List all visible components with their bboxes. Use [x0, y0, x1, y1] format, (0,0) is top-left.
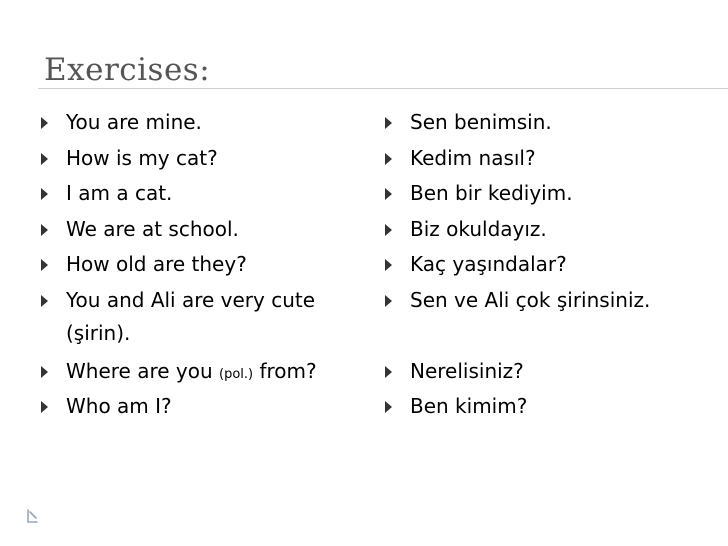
title-divider: [38, 88, 728, 89]
list-item: [380, 213, 720, 249]
list-item: [36, 142, 366, 178]
bullet-arrow-icon: [385, 224, 392, 236]
list-item: [380, 390, 720, 426]
item-text: Nerelisiniz?: [410, 358, 524, 383]
turkish-column: [380, 106, 720, 426]
bullet-arrow-icon: [41, 153, 48, 165]
bullet-arrow-icon: [41, 366, 48, 378]
bullet-arrow-icon: [41, 401, 48, 413]
list-item: [36, 177, 366, 213]
list-item: [380, 106, 720, 142]
politeness-note: (pol.): [219, 366, 254, 382]
list-item: [380, 284, 720, 355]
item-text: Biz okuldayız.: [410, 216, 547, 241]
item-text: Sen benimsin.: [410, 110, 552, 134]
item-text-end: from?: [253, 358, 317, 383]
item-text: You are mine.: [66, 110, 202, 134]
list-item: [36, 355, 366, 391]
bullet-arrow-icon: [41, 224, 48, 236]
list-item: [36, 284, 366, 355]
list-item: [36, 213, 366, 249]
slide-title: Exercises:: [44, 52, 211, 88]
item-text: Ben kimim?: [410, 394, 528, 418]
bullet-arrow-icon: [385, 188, 392, 200]
list-item: [36, 390, 366, 426]
bullet-arrow-icon: [385, 295, 392, 307]
item-text: How old are they?: [66, 252, 247, 276]
list-item: [380, 177, 720, 213]
bullet-arrow-icon: [385, 366, 392, 378]
bullet-arrow-icon: [41, 295, 48, 307]
item-text: Who am I?: [66, 394, 172, 418]
bullet-arrow-icon: [41, 117, 48, 129]
bullet-arrow-icon: [41, 259, 48, 271]
item-text: Kaç yaşındalar?: [410, 252, 567, 276]
list-item: [380, 142, 720, 178]
bullet-arrow-icon: [385, 401, 392, 413]
item-text: Sen ve Ali çok şirinsiniz.: [410, 287, 651, 312]
list-item: [36, 106, 366, 142]
english-column: [36, 106, 366, 426]
item-text: Kedim nasıl?: [410, 145, 536, 170]
list-item: [380, 248, 720, 284]
item-text: You and Ali are very cute (şirin).: [66, 287, 316, 345]
item-text-start: Where are you: [66, 358, 220, 383]
item-text: Ben bir kediyim.: [410, 181, 573, 205]
list-item: [380, 355, 720, 391]
slide-corner-icon: [26, 508, 39, 524]
item-text: I am a cat.: [66, 181, 173, 205]
bullet-arrow-icon: [385, 259, 392, 271]
item-text: We are at school.: [66, 216, 239, 241]
bullet-arrow-icon: [385, 117, 392, 129]
bullet-arrow-icon: [385, 153, 392, 165]
list-item: [36, 248, 366, 284]
bullet-arrow-icon: [41, 188, 48, 200]
item-text: How is my cat?: [66, 145, 218, 170]
